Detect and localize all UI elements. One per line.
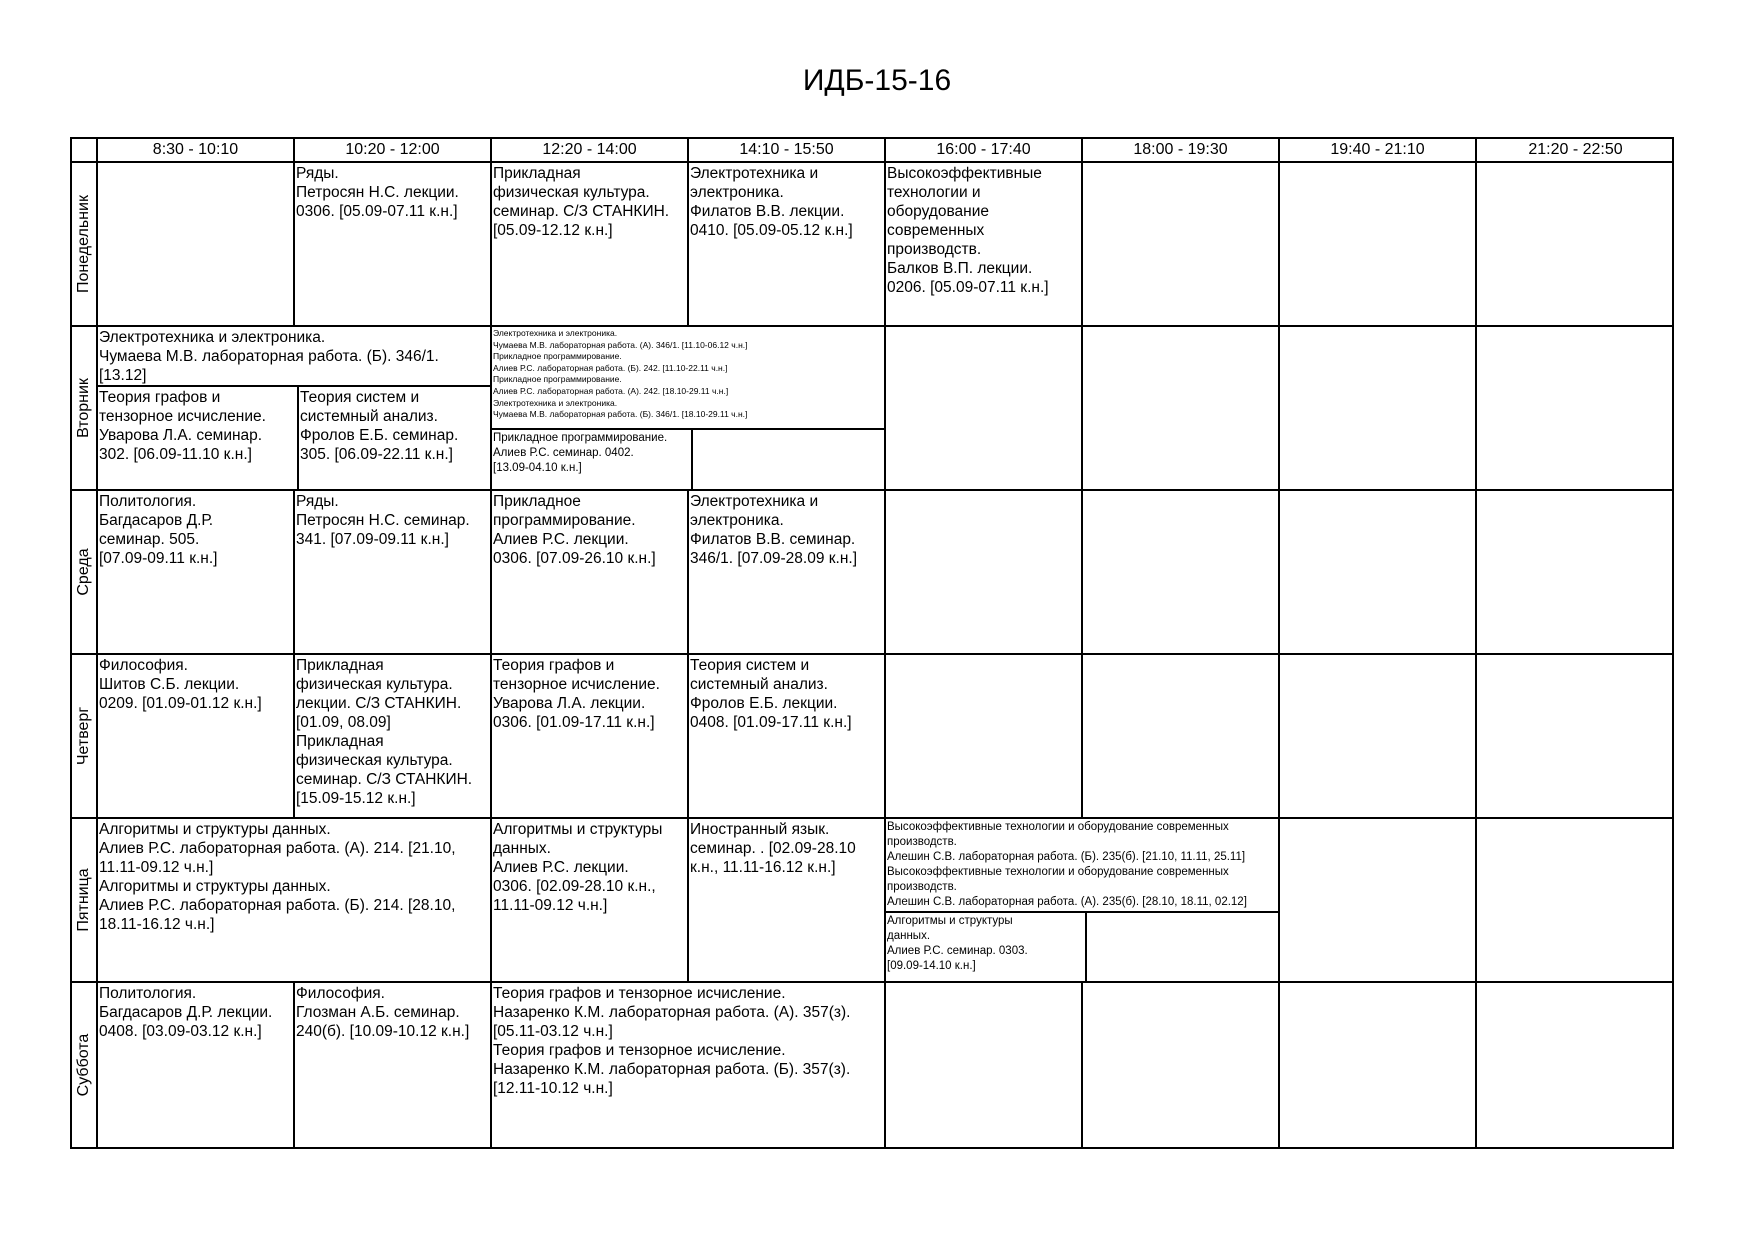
class-entry: Политология. Багдасаров Д.Р. лекции. 0408. [03.09-03.12 к.н.]	[98, 983, 295, 1147]
class-entry: Электротехника и электроника. Филатов В.В. семинар. 346/1. [07.09-28.09 к.н.]	[689, 491, 886, 655]
schedule-cell	[1477, 327, 1674, 491]
page-title: ИДБ-15-16	[802, 64, 952, 97]
day-label-tuesday: Вторник	[72, 327, 98, 491]
schedule-cell	[886, 819, 1280, 983]
class-entry: Высокоэффективные технологии и оборудование современных производств. Балков В.П. лекции. 0206. [05.09-07.11 к.н.]	[886, 163, 1083, 327]
schedule-cell	[886, 491, 1083, 655]
day-label-wednesday: Среда	[72, 491, 98, 655]
class-entry: Теория систем и системный анализ. Фролов Е.Б. лекции. 0408. [01.09-17.11 к.н.]	[689, 655, 886, 819]
schedule-cell	[1477, 491, 1674, 655]
class-entry: Политология. Багдасаров Д.Р. семинар. 505. [07.09-09.11 к.н.]	[98, 491, 295, 655]
schedule-cell	[1477, 655, 1674, 819]
schedule-cell	[886, 983, 1083, 1147]
class-entry: Теория графов и тензорное исчисление. Назаренко К.М. лабораторная работа. (А). 357(з). [05.11-03.12 ч.н.] Теория графов и тензорное исчисление. Назаренко К.М. лабораторная работа. (Б). 357(з). [12.11-10.12 ч.н.]	[492, 983, 886, 1147]
day-label-thursday: Четверг	[72, 655, 98, 819]
class-entry: Теория графов и тензорное исчисление. Уварова Л.А. семинар. 302. [06.09-11.10 к.н.]	[98, 387, 299, 489]
schedule-cell	[1083, 655, 1280, 819]
class-entry: Алгоритмы и структуры данных. Алиев Р.С. семинар. 0303. [09.09-14.10 к.н.]	[886, 913, 1087, 981]
schedule-cell	[98, 327, 492, 491]
class-entry: Прикладная физическая культура. лекции. С/З СТАНКИН. [01.09, 08.09] Прикладная физическая культура. семинар. С/З СТАНКИН. [15.09-15.12 к.н.]	[295, 655, 492, 819]
class-entry: Алгоритмы и структуры данных. Алиев Р.С. лекции. 0306. [02.09-28.10 к.н., 11.11-09.12 ч.н.]	[492, 819, 689, 983]
class-entry: Философия. Шитов С.Б. лекции. 0209. [01.09-01.12 к.н.]	[98, 655, 295, 819]
time-header: 16:00 - 17:40	[886, 139, 1083, 163]
corner-cell	[72, 139, 98, 163]
schedule-cell	[1477, 163, 1674, 327]
class-entry: Прикладная физическая культура. семинар. С/З СТАНКИН. [05.09-12.12 к.н.]	[492, 163, 689, 327]
class-entry: Иностранный язык. семинар. . [02.09-28.10 к.н., 11.11-16.12 к.н.]	[689, 819, 886, 983]
class-entry: Электротехника и электроника. Чумаева М.В. лабораторная работа. (Б). 346/1. [13.12]	[98, 327, 490, 387]
schedule-cell	[1280, 327, 1477, 491]
schedule-cell	[98, 163, 295, 327]
time-header: 14:10 - 15:50	[689, 139, 886, 163]
time-header: 18:00 - 19:30	[1083, 139, 1280, 163]
schedule-cell	[1083, 163, 1280, 327]
time-header: 10:20 - 12:00	[295, 139, 492, 163]
class-entry: Теория систем и системный анализ. Фролов Е.Б. семинар. 305. [06.09-22.11 к.н.]	[300, 389, 459, 463]
day-label-monday: Понедельник	[72, 163, 98, 327]
time-header: 21:20 - 22:50	[1477, 139, 1674, 163]
class-entry: Высокоэффективные технологии и оборудование современных производств. Алешин С.В. лабораторная работа. (Б). 235(б). [21.10, 11.11, 25.11] Высокоэффективные технологии и оборудование современных производств. Алешин С.В. лабораторная работа. (А). 235(б). [28.10, 18.11, 02.12]	[886, 819, 1278, 913]
class-entry: Философия. Глозман А.Б. семинар. 240(б). [10.09-10.12 к.н.]	[295, 983, 492, 1147]
class-entry: Алгоритмы и структуры данных. Алиев Р.С. лабораторная работа. (А). 214. [21.10, 11.11-09.12 ч.н.] Алгоритмы и структуры данных. Алиев Р.С. лабораторная работа. (Б). 214. [28.10, 18.11-16.12 ч.н.]	[98, 819, 492, 983]
day-label-saturday: Суббота	[72, 983, 98, 1147]
schedule-table	[70, 137, 1674, 1149]
empty-subcell	[693, 430, 884, 489]
schedule-cell	[886, 655, 1083, 819]
schedule-cell	[1083, 491, 1280, 655]
schedule-cell	[1280, 983, 1477, 1147]
schedule-cell	[492, 327, 886, 491]
class-entry: Ряды. Петросян Н.С. семинар. 341. [07.09-09.11 к.н.]	[295, 491, 492, 655]
class-entry: Электротехника и электроника. Филатов В.В. лекции. 0410. [05.09-05.12 к.н.]	[689, 163, 886, 327]
time-header: 12:20 - 14:00	[492, 139, 689, 163]
schedule-cell	[1280, 819, 1477, 983]
schedule-cell	[1280, 491, 1477, 655]
time-header: 8:30 - 10:10	[98, 139, 295, 163]
schedule-cell	[1280, 163, 1477, 327]
schedule-cell	[1280, 655, 1477, 819]
empty-subcell	[1087, 913, 1278, 981]
schedule-cell	[886, 327, 1083, 491]
class-entry: Электротехника и электроника. Чумаева М.В. лабораторная работа. (А). 346/1. [11.10-06.12 ч.н.] Прикладное программирование. Алиев Р.С. лабораторная работа. (Б). 242. [11.10-22.11 ч.н.] Прикладное программирование. Алиев Р.С. лабораторная работа. (А). 242. [18.10-29.11 ч.н.] Электротехника и электроника. Чумаева М.В. лабораторная работа. (Б). 346/1. [18.10-29.11 ч.н.]	[492, 327, 884, 430]
schedule-cell	[1083, 327, 1280, 491]
schedule-cell	[1477, 819, 1674, 983]
class-entry: Ряды. Петросян Н.С. лекции. 0306. [05.09-07.11 к.н.]	[295, 163, 492, 327]
time-header: 19:40 - 21:10	[1280, 139, 1477, 163]
class-entry: Прикладное программирование. Алиев Р.С. лекции. 0306. [07.09-26.10 к.н.]	[492, 491, 689, 655]
schedule-cell	[1083, 983, 1280, 1147]
class-entry: Прикладное программирование. Алиев Р.С. семинар. 0402. [13.09-04.10 к.н.]	[492, 430, 693, 489]
schedule-cell	[1477, 983, 1674, 1147]
day-label-friday: Пятница	[72, 819, 98, 983]
class-entry: Теория графов и тензорное исчисление. Уварова Л.А. лекции. 0306. [01.09-17.11 к.н.]	[492, 655, 689, 819]
